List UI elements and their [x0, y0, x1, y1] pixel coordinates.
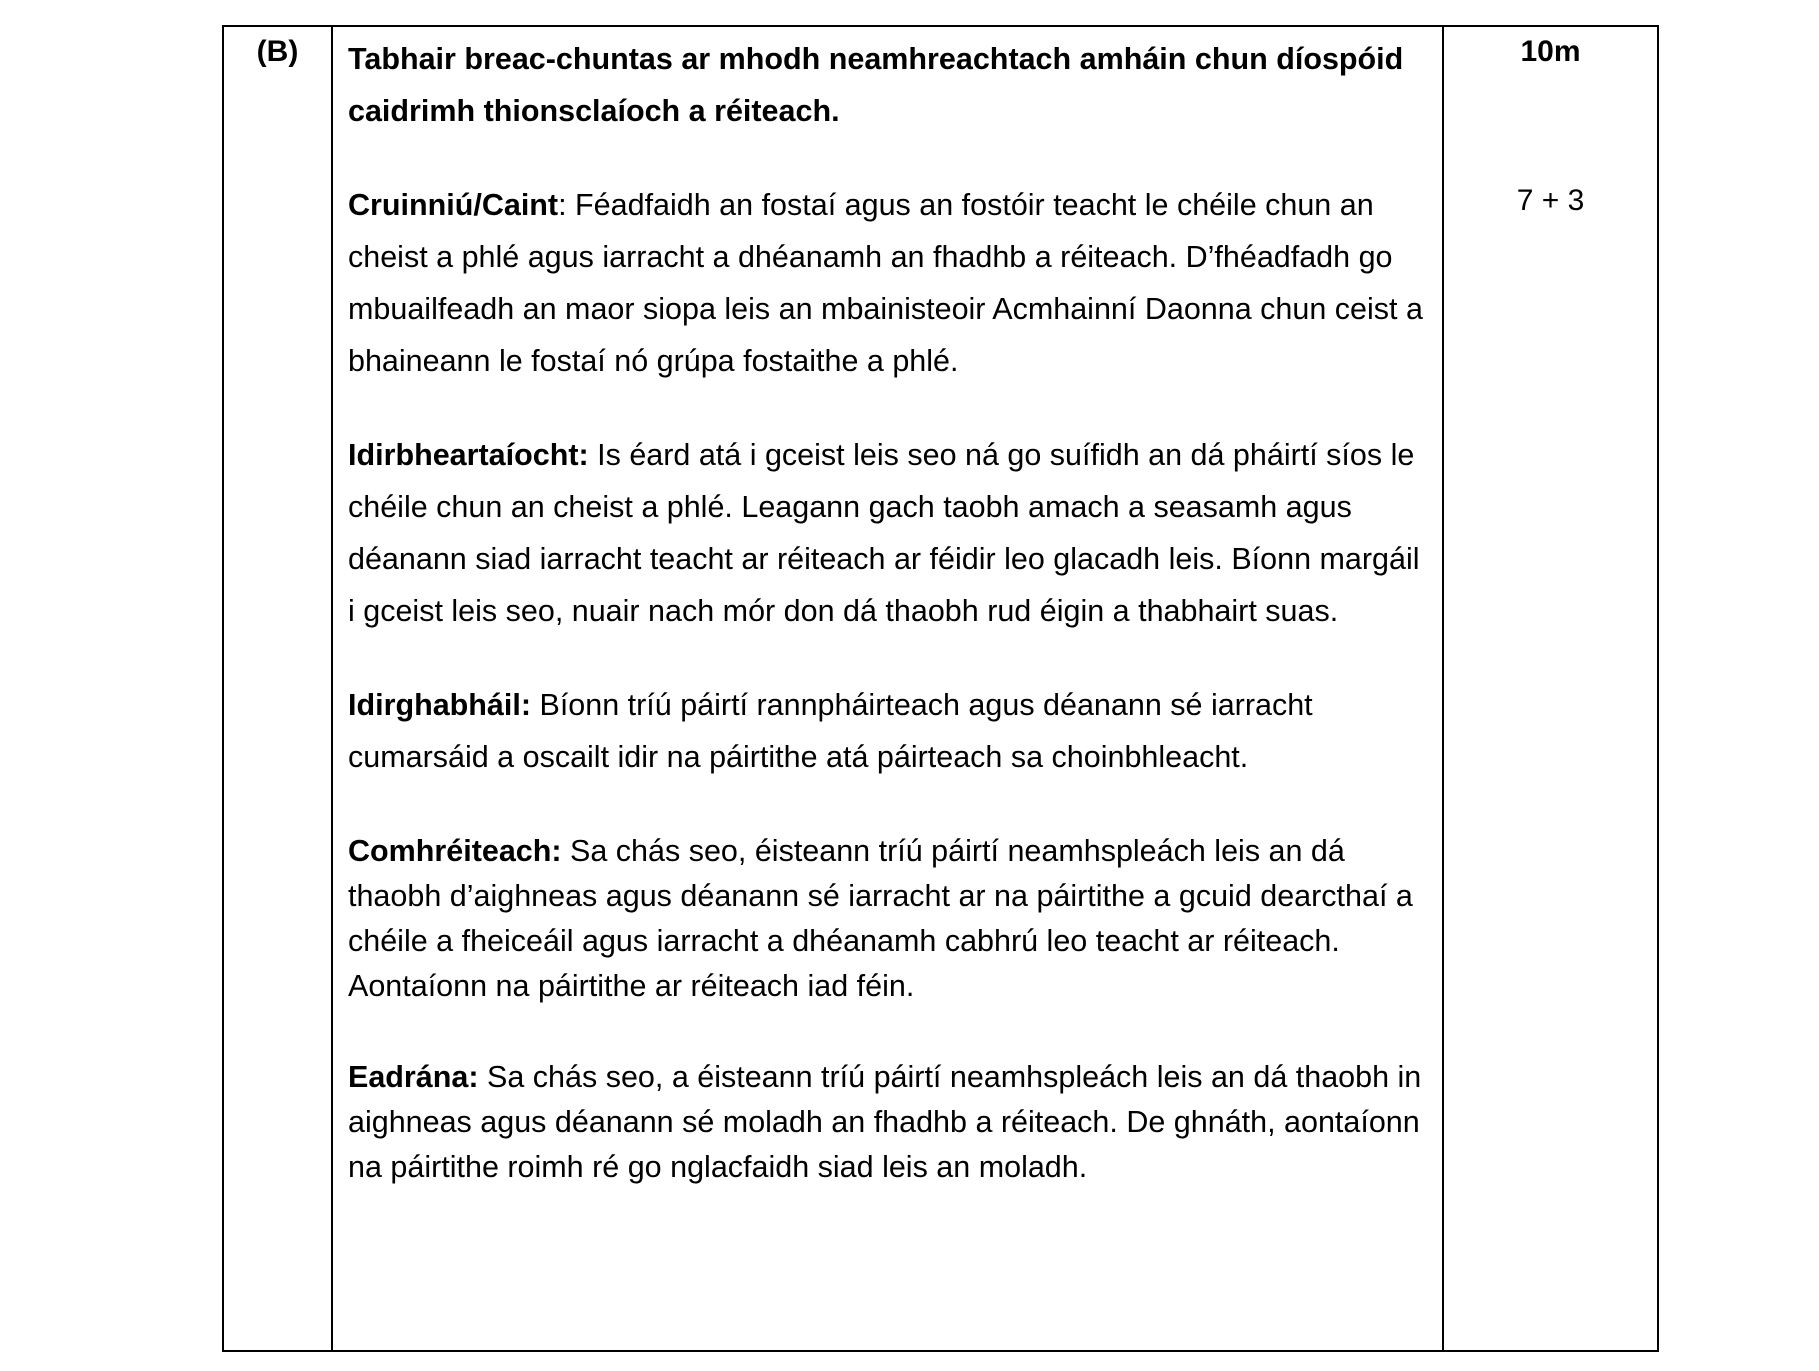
column-divider-right	[1442, 27, 1444, 1350]
answer-content	[348, 33, 1433, 1190]
method-negotiation	[348, 429, 1433, 637]
method-separator: :	[558, 188, 576, 222]
method-term: Eadrána:	[348, 1060, 479, 1094]
marks-column	[1444, 35, 1657, 218]
method-description: Sa chás seo, éisteann tríú páirtí neamhspleách leis an dá thaobh d’aighneas agus déanann sé iarracht ar na páirtithe a gcuid dearcthaí a chéile a fheiceáil agus iarracht a dhéanamh cabhrú leo teacht ar réiteach. Aontaíonn na páirtithe ar réiteach iad féin.	[348, 834, 1413, 1003]
method-term: Cruinniú/Caint	[348, 188, 559, 222]
method-meeting	[348, 179, 1433, 387]
total-marks: 10m	[1520, 35, 1581, 68]
method-description: Bíonn tríú páirtí rannpháirteach agus déanann sé iarracht cumarsáid a oscailt idir na páirtithe atá páirteach sa choinbhleacht.	[348, 688, 1313, 774]
question-text: Tabhair breac-chuntas ar mhodh neamhreachtach amháin chun díospóid caidrimh thionsclaíoch a réiteach.	[348, 42, 1404, 128]
row-label: (B)	[256, 35, 299, 68]
method-separator	[562, 834, 570, 868]
method-separator	[589, 438, 597, 472]
method-term: Idirghabháil:	[348, 688, 531, 722]
column-divider-left	[331, 27, 333, 1350]
method-arbitration	[348, 1055, 1433, 1190]
method-description: Sa chás seo, a éisteann tríú páirtí neamhspleách leis an dá thaobh in aighneas agus déanann sé moladh an fhadhb a réiteach. De ghnáth, aontaíonn na páirtithe roimh ré go nglacfaidh siad leis an moladh.	[348, 1060, 1422, 1184]
method-description: Is éard atá i gceist leis seo ná go suífidh an dá pháirtí síos le chéile chun an cheist a phlé. Leagann gach taobh amach a seasamh agus déanann siad iarracht teacht ar réiteach ar féidir leo glacadh leis. Bíonn margáil i gceist leis seo, nuair nach mór don dá thaobh rud éigin a thabhairt suas.	[348, 438, 1420, 628]
marks-breakdown: 7 + 3	[1516, 184, 1585, 217]
method-term: Idirbheartaíocht:	[348, 438, 589, 472]
marking-scheme-table	[222, 25, 1659, 1352]
method-separator	[479, 1060, 487, 1094]
method-term: Comhréiteach:	[348, 834, 562, 868]
method-conciliation	[348, 829, 1433, 1009]
method-mediation	[348, 679, 1433, 783]
method-description: Féadfaidh an fostaí agus an fostóir teacht le chéile chun an cheist a phlé agus iarracht a dhéanamh an fhadhb a réiteach. D’fhéadfadh go mbuailfeadh an maor siopa leis an mbainisteoir Acmhainní Daonna chun ceist a bhaineann le fostaí nó grúpa fostaithe a phlé.	[348, 188, 1423, 378]
